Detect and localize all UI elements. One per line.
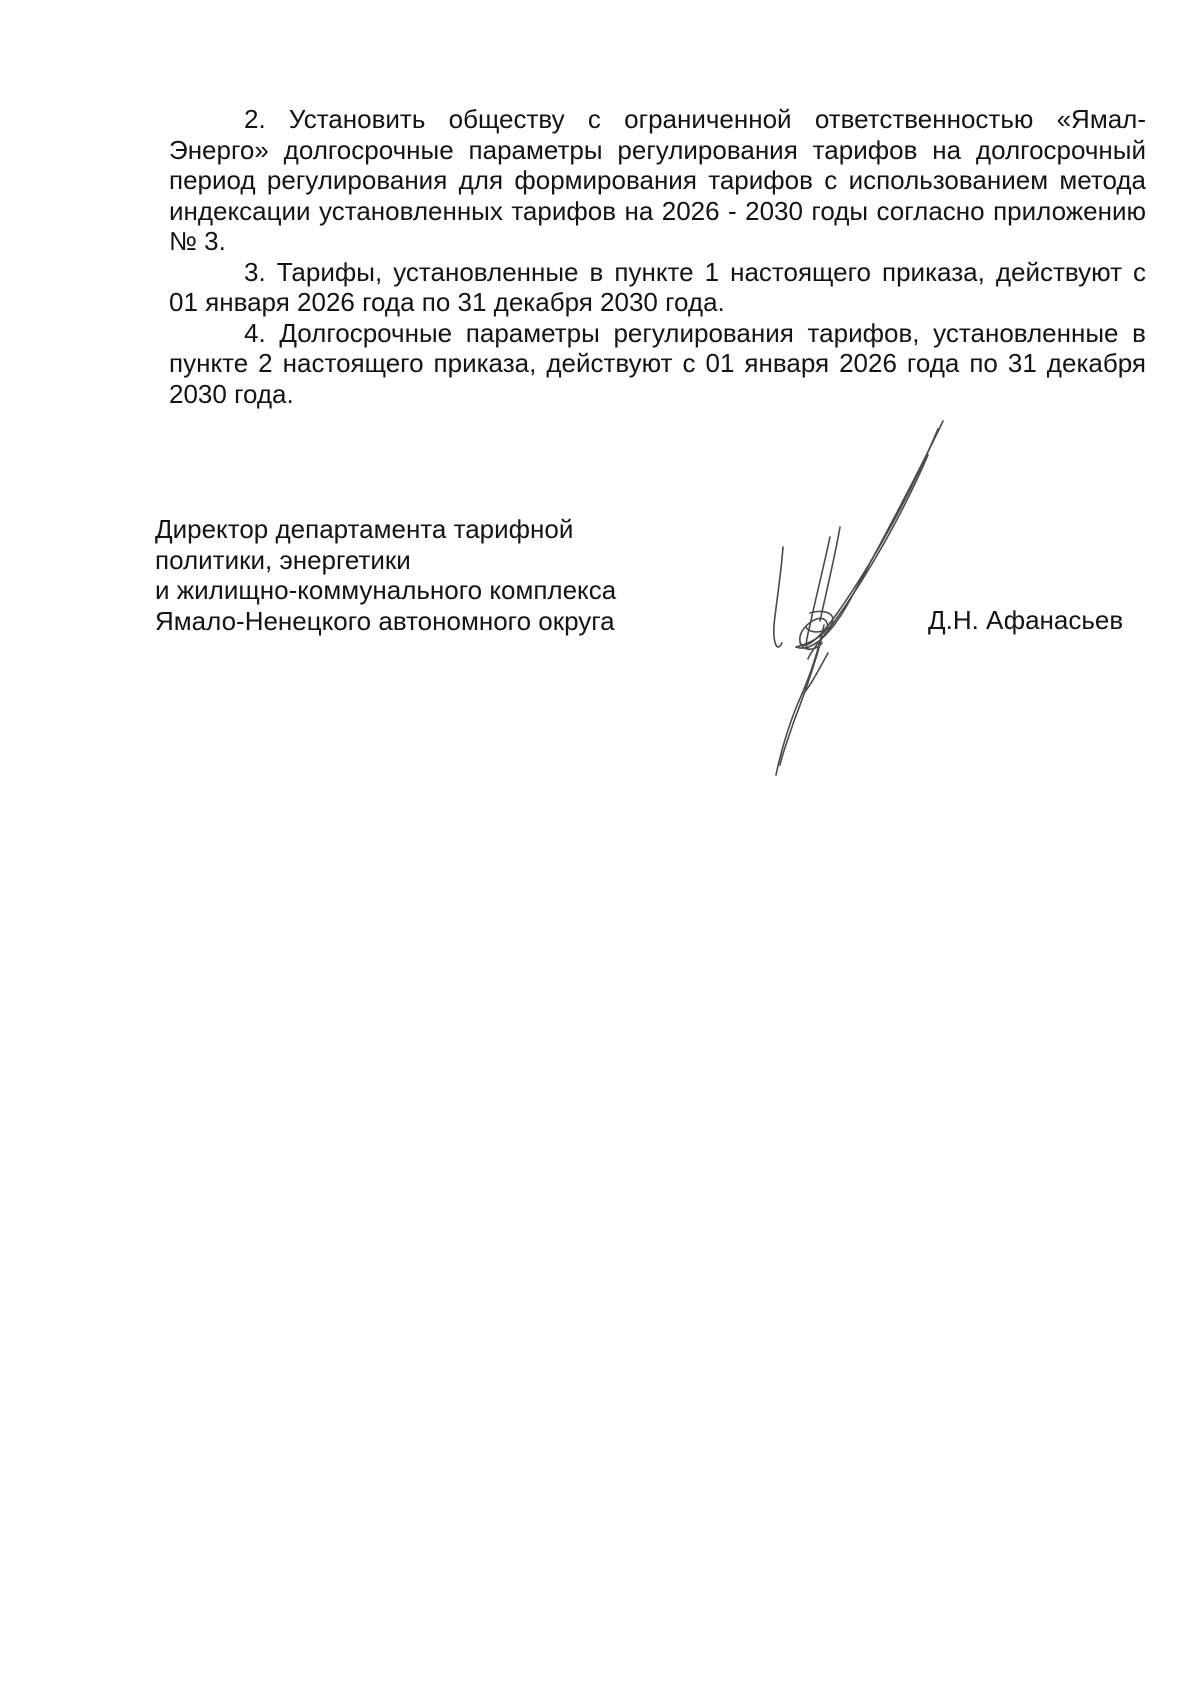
signer-title-line: политики, энергетики — [155, 544, 411, 575]
signer-title-line: и жилищно-коммунального комплекса — [155, 575, 617, 605]
signer-title-block — [155, 514, 715, 636]
signer-title-line: Ямало-Ненецкого автономного округа — [155, 605, 615, 636]
paragraph-item-3: 3. Тарифы, установленные в пункте 1 настоящего приказа, действуют с 01 января 2026 года по 31 декабря 2030 года. — [169, 256, 1146, 317]
paragraph-item-4: 4. Долгосрочные параметры регулирования тарифов, установленные в пункте 2 настоящего приказа, действуют с 01 января 2026 года по 31 декабря 2030 года. — [169, 317, 1146, 409]
signer-title-line: Директор департамента тарифной — [155, 514, 574, 544]
handwritten-signature — [740, 415, 950, 785]
paragraph-item-2: 2. Установить обществу с ограниченной ответственностью «Ямал-Энерго» долгосрочные параметры регулирования тарифов на долгосрочный период регулирования для формирования тарифов с использованием метода индексации установленных тарифов на 2026 - 2030 годы согласно приложению № 3. — [169, 104, 1146, 256]
signer-name: Д.Н. Афанасьев — [928, 605, 1124, 635]
order-body — [169, 104, 1146, 409]
